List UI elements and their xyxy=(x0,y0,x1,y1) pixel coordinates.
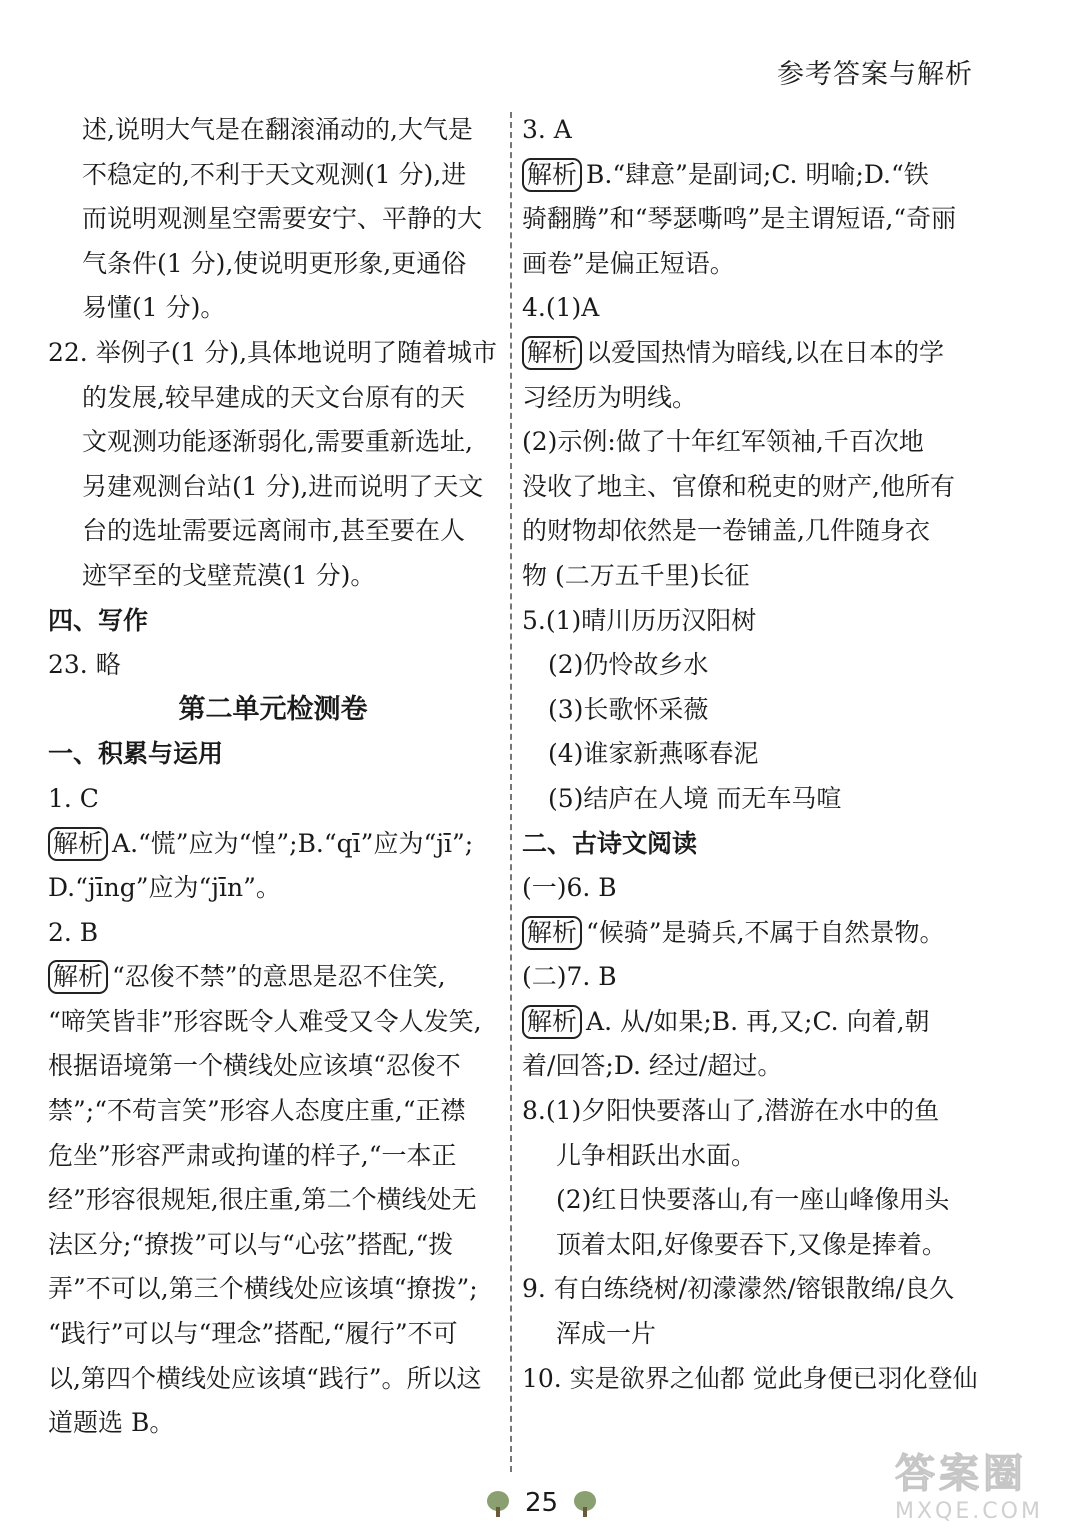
text-line xyxy=(48,1401,498,1446)
analysis-line xyxy=(48,955,498,1000)
page-number: 25 xyxy=(524,1488,559,1518)
text-line xyxy=(522,554,972,599)
page-header-title: 参考答案与解析 xyxy=(777,59,973,90)
line-text: 根据语境第一个横线处应该填“忍俊不 xyxy=(48,1051,461,1081)
analysis-tag: 解析 xyxy=(522,916,582,950)
text-line xyxy=(522,1267,972,1312)
watermark-url: MXQE.COM xyxy=(895,1499,1043,1524)
line-text: (2)示例:做了十年红军领袖,千百次地 xyxy=(522,427,924,457)
line-text: 4.(1)A xyxy=(522,293,600,323)
text-line xyxy=(48,509,498,554)
tree-icon xyxy=(485,1489,511,1519)
text-line xyxy=(48,420,498,465)
text-line xyxy=(522,955,972,1000)
line-text: 以爱国热情为暗线,以在日本的学 xyxy=(586,337,944,367)
text-line xyxy=(522,643,972,688)
line-text: 23. 略 xyxy=(48,650,121,680)
text-line xyxy=(48,777,498,822)
text-line xyxy=(48,643,498,688)
line-text: 迹罕至的戈壁荒漠(1 分)。 xyxy=(82,560,376,590)
text-line xyxy=(522,420,972,465)
line-text: 浑成一片 xyxy=(556,1319,657,1349)
text-line xyxy=(48,1178,498,1223)
line-text: (一)6. B xyxy=(522,873,617,903)
text-line xyxy=(522,1044,972,1089)
text-line xyxy=(522,688,972,733)
line-text: 的发展,较早建成的天文台原有的天 xyxy=(82,382,465,412)
column-divider xyxy=(510,112,512,1472)
line-text: 物 (二万五千里)长征 xyxy=(522,560,750,590)
text-line xyxy=(48,108,498,153)
line-text: 另建观测台站(1 分),进而说明了天文 xyxy=(82,471,484,501)
line-text: 1. C xyxy=(48,783,99,813)
line-text: 3. A xyxy=(522,115,572,144)
text-line xyxy=(522,777,972,822)
line-text: 没收了地主、官僚和税吏的财产,他所有 xyxy=(522,471,955,501)
analysis-line xyxy=(522,153,972,198)
line-text: 危坐”形容严肃或拘谨的样子,“一本正 xyxy=(48,1140,457,1170)
text-line xyxy=(522,465,972,510)
line-text: 顶着太阳,好像要吞下,又像是捧着。 xyxy=(556,1229,947,1259)
line-text: (2)仍怜故乡水 xyxy=(548,650,709,680)
analysis-tag: 解析 xyxy=(522,336,582,370)
analysis-tag: 解析 xyxy=(48,960,108,994)
text-line xyxy=(48,1044,498,1089)
text-line xyxy=(522,197,972,242)
line-text: 二、古诗文阅读 xyxy=(522,828,698,858)
line-text: 9. 有白练绕树/初濛濛然/镕银散绵/良久 xyxy=(522,1274,955,1304)
line-text: B.“肆意”是副词;C. 明喻;D.“铁 xyxy=(586,159,929,189)
text-line xyxy=(522,509,972,554)
line-text: 气条件(1 分),使说明更形象,更通俗 xyxy=(82,248,467,278)
line-text: 画卷”是偏正短语。 xyxy=(522,248,735,278)
analysis-tag: 解析 xyxy=(522,1005,582,1039)
line-text: A. 从/如果;B. 再,又;C. 向着,朝 xyxy=(586,1006,930,1036)
text-line xyxy=(48,866,498,911)
left-column xyxy=(48,108,498,1446)
analysis-line xyxy=(522,1000,972,1045)
line-text: 2. B xyxy=(48,917,99,947)
line-text: 经”形容很规矩,很庄重,第二个横线处无 xyxy=(48,1185,477,1215)
section-heading xyxy=(522,822,972,867)
line-text: “候骑”是骑兵,不属于自然景物。 xyxy=(586,917,945,947)
line-text: 儿争相跃出水面。 xyxy=(556,1140,757,1170)
line-text: (4)谁家新燕啄春泥 xyxy=(548,739,759,769)
text-line xyxy=(48,197,498,242)
text-line xyxy=(522,1089,972,1134)
text-line xyxy=(48,1000,498,1045)
text-line xyxy=(522,1223,972,1268)
text-line xyxy=(48,554,498,599)
line-text: “践行”可以与“理念”搭配,“履行”不可 xyxy=(48,1319,458,1349)
line-text: 22. 举例子(1 分),具体地说明了随着城市 xyxy=(48,337,498,367)
line-text: 一、积累与运用 xyxy=(48,739,224,769)
line-text: D.“jīng”应为“jīn”。 xyxy=(48,873,281,903)
line-text: 第二单元检测卷 xyxy=(178,693,368,725)
line-text: (5)结庐在人境 而无车马喧 xyxy=(548,783,842,813)
watermark-logo xyxy=(895,1442,1065,1524)
line-text: 述,说明大气是在翻滚涌动的,大气是 xyxy=(82,115,473,144)
text-line xyxy=(48,286,498,331)
analysis-line xyxy=(522,911,972,956)
line-text: 以,第四个横线处应该填“践行”。所以这 xyxy=(48,1363,482,1393)
analysis-tag: 解析 xyxy=(48,827,108,861)
line-text: 而说明观测星空需要安宁、平静的大 xyxy=(82,204,483,234)
tree-icon xyxy=(572,1489,598,1519)
line-text: 文观测功能逐渐弱化,需要重新选址, xyxy=(82,427,473,457)
text-line xyxy=(48,1223,498,1268)
line-text: (3)长歌怀采薇 xyxy=(548,694,709,724)
text-line xyxy=(522,1178,972,1223)
text-line xyxy=(48,911,498,956)
text-line xyxy=(48,465,498,510)
unit-title xyxy=(48,688,498,733)
text-line xyxy=(522,732,972,777)
line-text: 着/回答;D. 经过/超过。 xyxy=(522,1051,783,1081)
text-line xyxy=(522,286,972,331)
text-line xyxy=(522,866,972,911)
line-text: 道题选 B。 xyxy=(48,1408,175,1438)
line-text: 弄”不可以,第三个横线处应该填“撩拨”; xyxy=(48,1274,478,1304)
line-text: 习经历为明线。 xyxy=(522,382,698,412)
text-line xyxy=(522,1357,978,1402)
text-line xyxy=(522,242,972,287)
text-line xyxy=(48,1267,498,1312)
line-text: (2)红日快要落山,有一座山峰像用头 xyxy=(556,1185,950,1215)
text-line xyxy=(48,1357,498,1402)
line-text: 不稳定的,不利于天文观测(1 分),进 xyxy=(82,159,467,189)
line-text: 8.(1)夕阳快要落山了,潜游在水中的鱼 xyxy=(522,1096,940,1126)
text-line xyxy=(522,1312,972,1357)
line-text: 四、写作 xyxy=(48,605,149,635)
text-line xyxy=(522,599,972,644)
line-text: (二)7. B xyxy=(522,962,617,992)
analysis-line xyxy=(48,822,498,867)
text-line xyxy=(522,1134,972,1179)
line-text: 易懂(1 分)。 xyxy=(82,293,226,323)
analysis-tag: 解析 xyxy=(522,158,582,192)
text-line xyxy=(48,1089,498,1134)
analysis-line xyxy=(522,331,972,376)
line-text: 法区分;“撩拨”可以与“心弦”搭配,“拨 xyxy=(48,1229,454,1259)
watermark-text: 答案圈 xyxy=(895,1451,1027,1497)
line-text: 禁”;“不苟言笑”形容人态度庄重,“正襟 xyxy=(48,1096,466,1126)
text-line xyxy=(522,376,972,421)
section-heading xyxy=(48,599,498,644)
line-text: “忍俊不禁”的意思是忍不住笑, xyxy=(112,962,446,992)
text-line xyxy=(48,331,498,376)
section-heading xyxy=(48,732,498,777)
right-column xyxy=(522,108,978,1401)
text-line xyxy=(48,1134,498,1179)
line-text: 5.(1)晴川历历汉阳树 xyxy=(522,605,757,635)
text-line xyxy=(48,242,498,287)
line-text: A.“慌”应为“惶”;B.“qī”应为“jī”; xyxy=(112,828,474,858)
text-line xyxy=(48,376,498,421)
line-text: 10. 实是欲界之仙都 觉此身便已羽化登仙 xyxy=(522,1363,978,1393)
line-text: 的财物却依然是一卷铺盖,几件随身衣 xyxy=(522,516,930,546)
line-text: 台的选址需要远离闹市,甚至要在人 xyxy=(82,516,465,546)
line-text: “啼笑皆非”形容既令人难受又令人发笑, xyxy=(48,1006,482,1036)
text-line xyxy=(522,108,972,153)
text-line xyxy=(48,1312,498,1357)
text-line xyxy=(48,153,498,198)
line-text: 骑翻腾”和“琴瑟嘶鸣”是主谓短语,“奇丽 xyxy=(522,204,957,234)
